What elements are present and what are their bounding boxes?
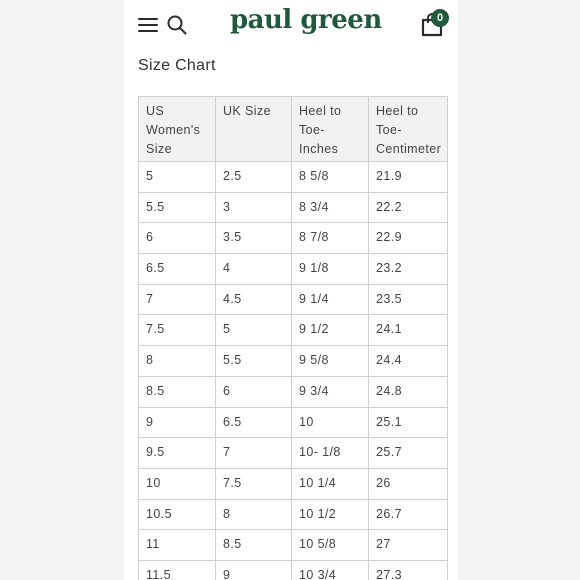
table-cell: 4 [216, 254, 292, 285]
brand-logo[interactable]: paul green [230, 5, 382, 35]
table-cell: 8 3/4 [292, 192, 369, 223]
table-cell: 22.2 [369, 192, 448, 223]
table-cell: 11.5 [139, 560, 216, 580]
table-cell: 3 [216, 192, 292, 223]
table-row [139, 162, 448, 193]
table-cell: 26.7 [369, 499, 448, 530]
table-cell: 8 5/8 [292, 162, 369, 193]
menu-icon[interactable] [138, 16, 160, 34]
table-cell: 2.5 [216, 162, 292, 193]
table-cell: 6.5 [216, 407, 292, 438]
table-cell: 10- 1/8 [292, 438, 369, 469]
table-cell: 5.5 [216, 346, 292, 377]
table-cell: 23.2 [369, 254, 448, 285]
table-cell: 6 [216, 376, 292, 407]
table-cell: 8.5 [216, 530, 292, 561]
table-cell: 6 [139, 223, 216, 254]
table-cell: 8 [216, 499, 292, 530]
table-row [139, 468, 448, 499]
table-cell: 24.1 [369, 315, 448, 346]
table-cell: 24.8 [369, 376, 448, 407]
table-cell: 27.3 [369, 560, 448, 580]
table-cell: 26 [369, 468, 448, 499]
table-row [139, 530, 448, 561]
table-cell: 10 1/4 [292, 468, 369, 499]
table-cell: 3.5 [216, 223, 292, 254]
table-cell: 7.5 [216, 468, 292, 499]
table-cell: 10 [139, 468, 216, 499]
table-cell: 4.5 [216, 284, 292, 315]
table-row [139, 376, 448, 407]
table-cell: 7 [139, 284, 216, 315]
table-cell: 5.5 [139, 192, 216, 223]
table-cell: 8 7/8 [292, 223, 369, 254]
table-cell: 9 1/4 [292, 284, 369, 315]
column-header: US Women's Size [139, 97, 216, 162]
table-row [139, 407, 448, 438]
table-cell: 9 1/2 [292, 315, 369, 346]
page-title: Size Chart [138, 57, 216, 74]
column-header: Heel to Toe- Centimeter [369, 97, 448, 162]
table-cell: 7 [216, 438, 292, 469]
page-container [124, 0, 458, 580]
table-cell: 9 1/8 [292, 254, 369, 285]
table-cell: 6.5 [139, 254, 216, 285]
table-row [139, 560, 448, 580]
table-cell: 10 5/8 [292, 530, 369, 561]
table-row [139, 499, 448, 530]
site-header [124, 0, 458, 50]
table-header-row [139, 97, 448, 162]
table-cell: 22.9 [369, 223, 448, 254]
table-cell: 5 [216, 315, 292, 346]
table-cell: 25.1 [369, 407, 448, 438]
table-cell: 10 3/4 [292, 560, 369, 580]
table-body [139, 162, 448, 580]
table-cell: 8.5 [139, 376, 216, 407]
cart-count-badge[interactable]: 0 [431, 9, 449, 27]
table-row [139, 346, 448, 377]
table-row [139, 284, 448, 315]
table-row [139, 315, 448, 346]
table-cell: 10 [292, 407, 369, 438]
table-cell: 23.5 [369, 284, 448, 315]
column-header: Heel to Toe- Inches [292, 97, 369, 162]
table-cell: 9 5/8 [292, 346, 369, 377]
size-chart-table [138, 96, 448, 580]
table-row [139, 192, 448, 223]
table-cell: 25.7 [369, 438, 448, 469]
table-cell: 27 [369, 530, 448, 561]
table-row [139, 438, 448, 469]
table-cell: 24.4 [369, 346, 448, 377]
table-cell: 9 [216, 560, 292, 580]
table-cell: 9 3/4 [292, 376, 369, 407]
table-cell: 9.5 [139, 438, 216, 469]
search-icon[interactable] [166, 14, 188, 36]
table-cell: 11 [139, 530, 216, 561]
column-header: UK Size [216, 97, 292, 162]
table-cell: 5 [139, 162, 216, 193]
table-row [139, 254, 448, 285]
table-row [139, 223, 448, 254]
table-cell: 9 [139, 407, 216, 438]
table-cell: 10 1/2 [292, 499, 369, 530]
table-cell: 10.5 [139, 499, 216, 530]
table-cell: 7.5 [139, 315, 216, 346]
table-cell: 8 [139, 346, 216, 377]
table-cell: 21.9 [369, 162, 448, 193]
